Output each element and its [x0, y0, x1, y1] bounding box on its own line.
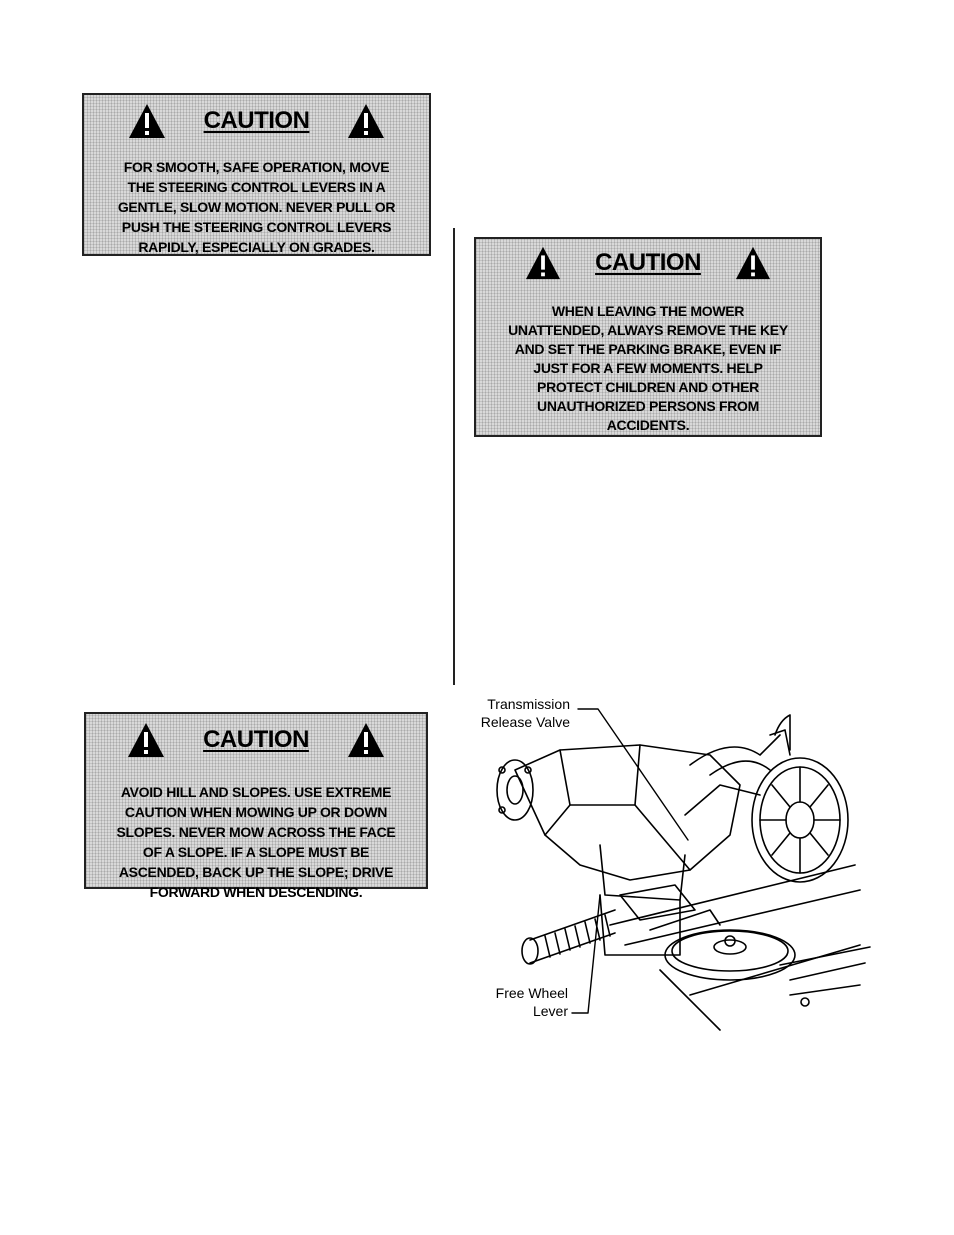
caution-line: FOR SMOOTH, SAFE OPERATION, MOVE — [123, 159, 390, 175]
free-wheel-lever-label — [460, 984, 568, 1020]
warning-triangle-icon — [347, 722, 385, 758]
warning-triangle-icon — [128, 103, 166, 139]
caution-label-unattended — [474, 237, 822, 437]
caution-line: SLOPES. NEVER MOW ACROSS THE FACE — [116, 824, 396, 840]
label-line: Lever — [532, 1003, 568, 1019]
caution-line: AND SET THE PARKING BRAKE, EVEN IF — [514, 341, 782, 357]
label-line: Free Wheel — [495, 985, 568, 1001]
caution-line: ASCENDED, BACK UP THE SLOPE; DRIVE — [118, 864, 394, 880]
label-line: Release Valve — [480, 714, 570, 730]
caution-line: UNAUTHORIZED PERSONS FROM — [537, 398, 759, 414]
caution-line: AVOID HILL AND SLOPES. USE EXTREME — [120, 784, 392, 800]
caution-title: CAUTION — [595, 249, 701, 276]
caution-line: FORWARD WHEN DESCENDING. — [149, 884, 363, 900]
transmission-release-valve-label — [460, 695, 570, 731]
caution-line: GENTLE, SLOW MOTION. NEVER PULL OR — [117, 199, 396, 215]
caution-line: JUST FOR A FEW MOMENTS. HELP — [533, 360, 763, 376]
caution-line: ACCIDENTS. — [606, 417, 690, 433]
caution-text — [90, 157, 423, 257]
caution-line: PROTECT CHILDREN AND OTHER — [537, 379, 759, 395]
warning-triangle-icon — [525, 245, 561, 281]
caution-title: CAUTION — [203, 726, 309, 753]
caution-text — [482, 302, 814, 435]
caution-line: OF A SLOPE. IF A SLOPE MUST BE — [142, 844, 370, 860]
caution-header — [476, 245, 820, 281]
column-divider — [453, 228, 455, 685]
transmission-illustration — [460, 695, 875, 1040]
warning-triangle-icon — [127, 722, 165, 758]
caution-line: RAPIDLY, ESPECIALLY ON GRADES. — [138, 239, 375, 255]
caution-title: CAUTION — [203, 107, 310, 134]
warning-triangle-icon — [347, 103, 385, 139]
caution-header — [86, 722, 426, 758]
caution-line: THE STEERING CONTROL LEVERS IN A — [127, 179, 386, 195]
caution-text — [92, 782, 420, 902]
caution-header — [84, 103, 429, 139]
caution-label-slopes — [84, 712, 428, 900]
caution-line: WHEN LEAVING THE MOWER — [551, 303, 745, 319]
caution-line: UNATTENDED, ALWAYS REMOVE THE KEY — [508, 322, 788, 338]
caution-line: PUSH THE STEERING CONTROL LEVERS — [121, 219, 392, 235]
warning-triangle-icon — [735, 245, 771, 281]
caution-line: CAUTION WHEN MOWING UP OR DOWN — [124, 804, 388, 820]
caution-label-steering — [82, 93, 431, 256]
label-line: Transmission — [487, 696, 570, 712]
